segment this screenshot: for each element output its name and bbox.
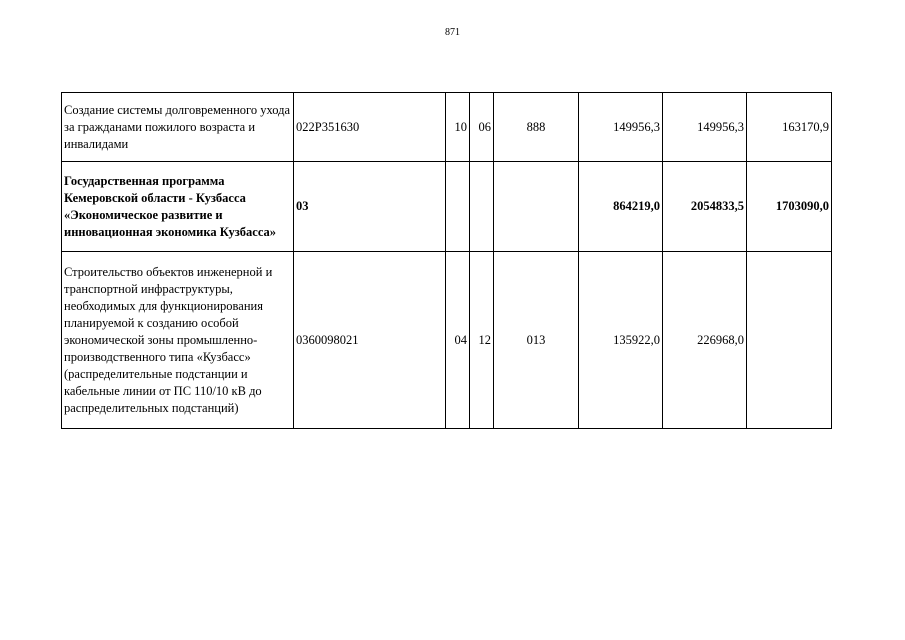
- target-code-cell: 03: [294, 162, 446, 252]
- page-number: 871: [445, 27, 460, 38]
- row-name-cell: Строительство объектов инженерной и транспортной инфраструктуры, необходимых для функционирования планируемой к созданию особой экономической зоны промышленно-производственного типа «Кузбасс» (распределительные подстанции и кабельные линии от ПС 110/10 кВ до распределительных подстанций): [62, 252, 294, 429]
- expense-type-cell: [494, 162, 579, 252]
- row-name-cell: Создание системы долговременного ухода за гражданами пожилого возраста и инвалидами: [62, 93, 294, 162]
- sum-year2-cell: 226968,0: [663, 252, 747, 429]
- sum-year1-cell: 149956,3: [579, 93, 663, 162]
- sum-year2-cell: 149956,3: [663, 93, 747, 162]
- target-code-cell: 0360098021: [294, 252, 446, 429]
- row-name-cell: Государственная программа Кемеровской области - Кузбасса «Экономическое развитие и инновационная экономика Кузбасса»: [62, 162, 294, 252]
- sum-year1-cell: 864219,0: [579, 162, 663, 252]
- sum-year3-cell: 1703090,0: [747, 162, 832, 252]
- section-cell: 04: [446, 252, 470, 429]
- table-row: [62, 162, 832, 252]
- sum-year3-cell: [747, 252, 832, 429]
- target-code-cell: 022P351630: [294, 93, 446, 162]
- subsection-cell: [470, 162, 494, 252]
- table-row: [62, 252, 832, 429]
- sum-year1-cell: 135922,0: [579, 252, 663, 429]
- expense-type-cell: 888: [494, 93, 579, 162]
- sum-year3-cell: 163170,9: [747, 93, 832, 162]
- table-row: [62, 93, 832, 162]
- section-cell: 10: [446, 93, 470, 162]
- sum-year2-cell: 2054833,5: [663, 162, 747, 252]
- subsection-cell: 06: [470, 93, 494, 162]
- budget-table: [61, 92, 832, 429]
- expense-type-cell: 013: [494, 252, 579, 429]
- section-cell: [446, 162, 470, 252]
- subsection-cell: 12: [470, 252, 494, 429]
